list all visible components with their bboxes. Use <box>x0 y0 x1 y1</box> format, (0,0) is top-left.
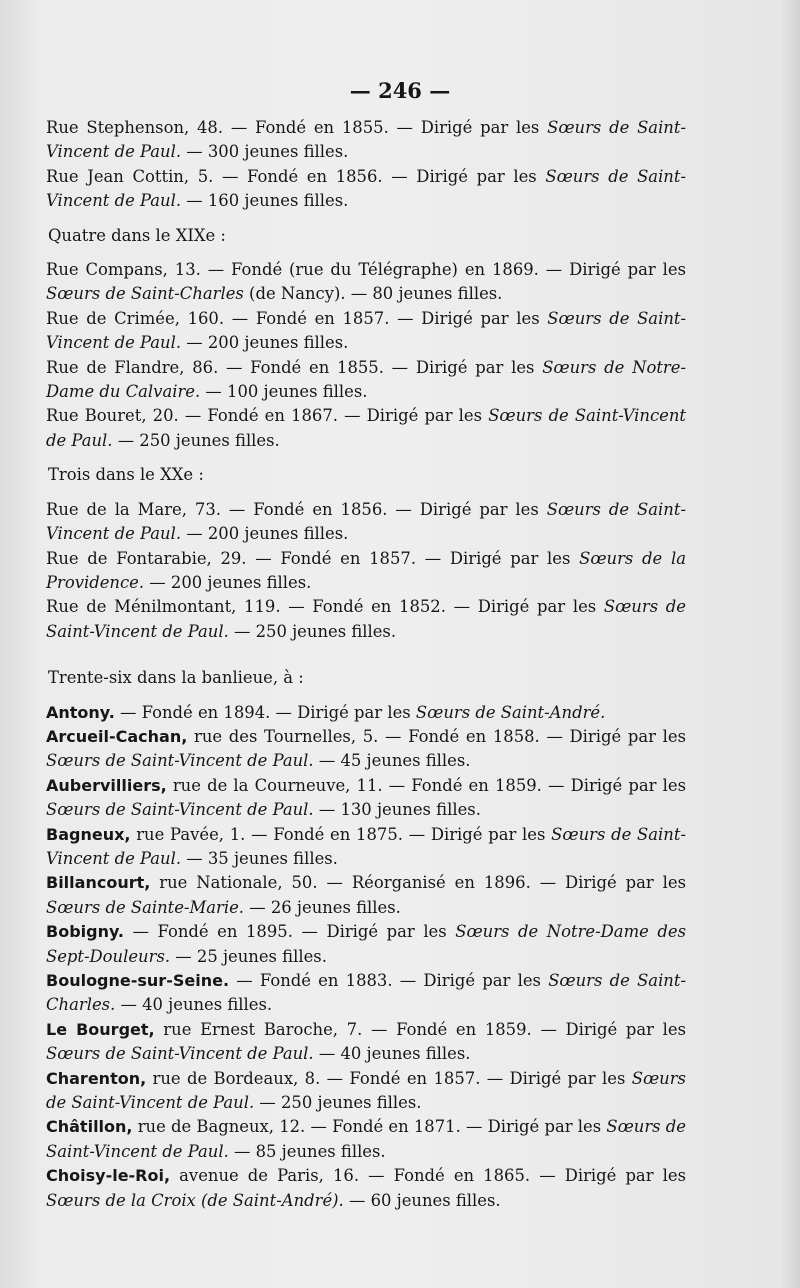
list-item: Billancourt, rue Nationale, 50. — Réorganisé en 1896. — Dirigé par les Sœurs de Sainte-Marie. — 26 jeunes filles. <box>46 873 686 917</box>
list-item: Rue de la Mare, 73. — Fondé en 1856. — Dirigé par les Sœurs de Saint-Vincent de Paul. — 200 jeunes filles. <box>46 499 686 544</box>
list-item: Rue de Crimée, 160. — Fondé en 1857. — Dirigé par les Sœurs de Saint-Vincent de Paul. — 200 jeunes filles. <box>46 308 686 353</box>
list-item: Rue de Fontarabie, 29. — Fondé en 1857. — Dirigé par les Sœurs de la Providence. — 200 jeunes filles. <box>46 548 686 592</box>
list-item: Rue de Flandre, 86. — Fondé en 1855. — Dirigé par les Sœurs de Notre-Dame du Calvaire. — 100 jeunes filles. <box>46 357 686 402</box>
list-item: Rue Jean Cottin, 5. — Fondé en 1856. — Dirigé par les Sœurs de Saint-Vincent de Paul. — 160 jeunes filles. <box>46 166 686 211</box>
town-name: Aubervilliers, <box>46 775 167 795</box>
list-item: Le Bourget, rue Ernest Baroche, 7. — Fondé en 1859. — Dirigé par les Sœurs de Saint-Vincent de Paul. — 40 jeunes filles. <box>46 1019 687 1064</box>
list-item: Châtillon, rue de Bagneux, 12. — Fondé en 1871. — Dirigé par les Sœurs de Saint-Vincent de Paul. — 85 jeunes filles. <box>46 1117 686 1161</box>
town-name: Antony. <box>46 702 115 722</box>
list-item: Rue Stephenson, 48. — Fondé en 1855. — Dirigé par les Sœurs de Saint-Vincent de Paul. — 300 jeunes filles. <box>46 118 686 162</box>
section-heading-xx: Trois dans le XXe : <box>48 465 204 485</box>
paris-entries <box>46 116 686 214</box>
xix-entries <box>46 258 686 453</box>
town-name: Billancourt, <box>46 873 151 893</box>
town-name: Choisy-le-Roi, <box>46 1166 171 1186</box>
list-item: Rue de Ménilmontant, 119. — Fondé en 1852. — Dirigé par les Sœurs de Saint-Vincent de Paul. — 250 jeunes filles. <box>46 597 686 641</box>
town-name: Boulogne-sur-Seine. <box>46 971 230 990</box>
section-heading-banlieue: Trente-six dans la banlieue, à : <box>48 668 304 688</box>
list-item: Choisy-le-Roi, avenue de Paris, 16. — Fondé en 1865. — Dirigé par les Sœurs de la Croix (de Saint-André). — 60 jeunes filles. <box>46 1166 686 1210</box>
town-name: Bobigny. <box>46 922 125 942</box>
section-heading-xix: Quatre dans le XIXe : <box>48 225 226 245</box>
page-number: — 246 — <box>349 78 451 103</box>
banlieue-entries <box>46 701 686 1214</box>
list-item: Aubervilliers, rue de la Courneuve, 11. — Fondé en 1859. — Dirigé par les Sœurs de Saint-Vincent de Paul. — 130 jeunes filles. <box>46 775 686 820</box>
list-item: Antony. — Fondé en 1894. — Dirigé par les Sœurs de Saint-André. <box>46 702 606 722</box>
town-name: Châtillon, <box>46 1117 133 1137</box>
page-text <box>46 116 686 1213</box>
spacer <box>46 644 686 656</box>
xx-entries <box>46 498 686 644</box>
list-item: Bagneux, rue Pavée, 1. — Fondé en 1875. — Dirigé par les Sœurs de Saint-Vincent de Paul. — 35 jeunes filles. <box>46 824 686 868</box>
list-item: Rue Bouret, 20. — Fondé en 1867. — Dirigé par les Sœurs de Saint-Vincent de Paul. — 250 jeunes filles. <box>46 406 686 450</box>
list-item: Rue Compans, 13. — Fondé (rue du Télégraphe) en 1869. — Dirigé par les Sœurs de Saint-Charles (de Nancy). — 80 jeunes filles. <box>46 260 686 304</box>
town-name: Arcueil-Cachan, <box>46 726 188 746</box>
list-item: Boulogne-sur-Seine. — Fondé en 1883. — Dirigé par les Sœurs de Saint-Charles. — 40 jeunes filles. <box>46 971 686 1015</box>
list-item: Charenton, rue de Bordeaux, 8. — Fondé en 1857. — Dirigé par les Sœurs de Saint-Vincent de Paul. — 250 jeunes filles. <box>46 1068 686 1113</box>
town-name: Charenton, <box>46 1068 147 1088</box>
list-item: Arcueil-Cachan, rue des Tournelles, 5. — Fondé en 1858. — Dirigé par les Sœurs de Saint-Vincent de Paul. — 45 jeunes filles. <box>46 726 687 771</box>
town-name: Bagneux, <box>46 824 131 844</box>
list-item: Bobigny. — Fondé en 1895. — Dirigé par les Sœurs de Notre-Dame des Sept-Douleurs. — 25 jeunes filles. <box>46 922 686 966</box>
town-name: Le Bourget, <box>46 1019 155 1039</box>
